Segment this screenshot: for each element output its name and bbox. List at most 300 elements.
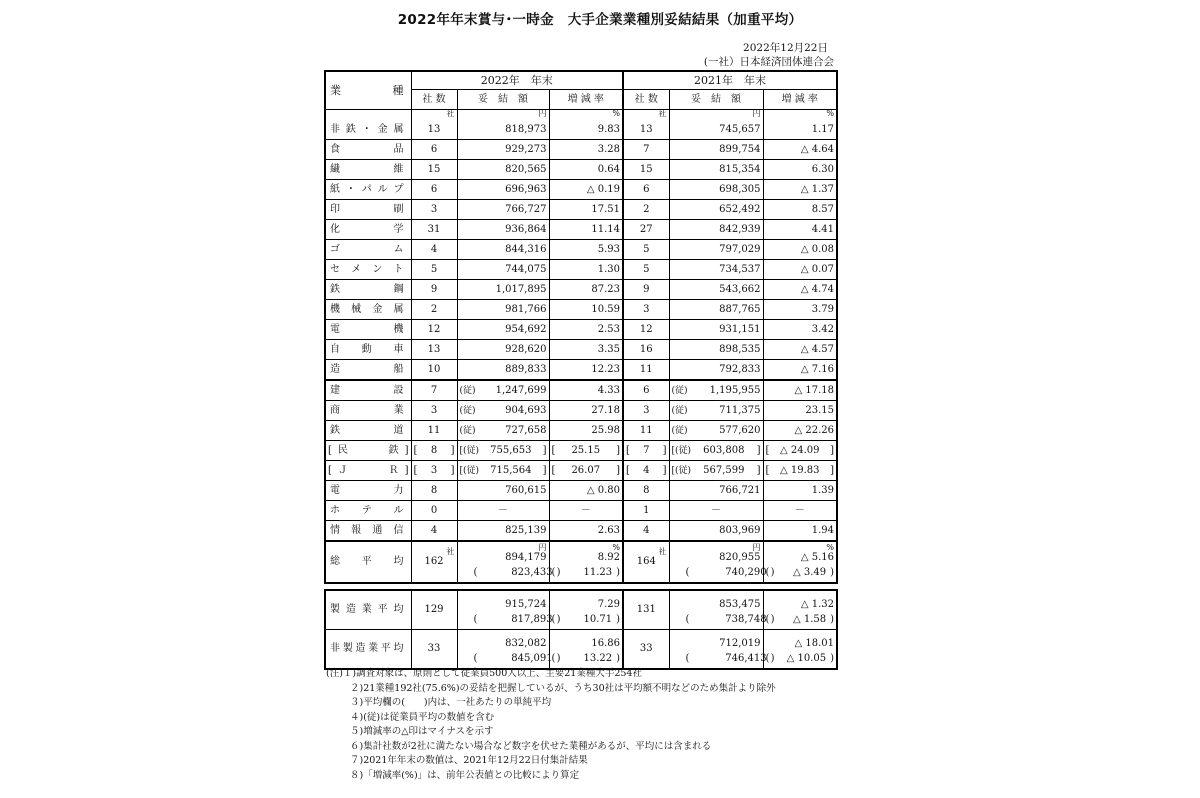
industry-name: 造船 [325,360,411,381]
paren-close: ) [556,567,561,578]
table-row [325,421,837,441]
rate-cell [552,405,621,417]
amount-2022 [457,401,549,421]
rate-2021 [763,380,837,401]
rate-cell [766,204,835,216]
rate-cell [552,505,621,517]
companies-value: 131 [636,604,656,615]
paren-open: ( [551,614,556,625]
table-row [325,240,837,260]
paren-cell [672,567,775,579]
paren-close: ) [616,567,621,578]
companies-value: 33 [427,643,441,654]
unit-pct: % [826,543,835,552]
rate-value: 9.83 [597,123,621,135]
page-title: 2022年年末賞与･一時金 大手企業業種別妥結結果（加重平均） [397,12,803,28]
amount-2022 [457,541,549,564]
table-row [325,140,837,160]
companies-2021: 6 [623,180,669,200]
rate-cell [766,144,835,156]
companies-2022: 13 [411,340,457,360]
amount-cell [672,244,761,256]
rate-avg-value: 10.71 [583,614,613,625]
amount-cell [672,324,761,336]
table-row [325,461,837,481]
amount-value: 567,599 [703,464,745,476]
amount-cell [460,324,547,336]
bracket-close: ] [450,464,455,476]
note-line: ４)(従)は従業員平均の数値を含む [350,711,495,723]
unit-yen: 円 [538,543,547,552]
amount-avg-2022 [457,611,561,630]
amount-cell [672,124,761,136]
rate-value: △ 0.08 [800,243,835,255]
amount-cell [460,284,547,296]
companies-2022: 4 [411,240,457,260]
amount-cell [672,405,761,417]
rate-value: △ 4.74 [800,283,835,295]
table-row [325,360,837,381]
amount-cell [460,364,547,376]
companies-2022: 5 [411,260,457,280]
amount-cell [672,284,761,296]
paren-cell [460,567,561,579]
industry-name: 自動車 [325,340,411,360]
bonus-table [324,70,838,670]
rate-cell [552,364,621,376]
amount-2021 [669,200,763,220]
rate-2022 [549,140,623,160]
employee-mark: [(従) [459,445,480,456]
companies-2022: 4 [411,521,457,542]
note-line: ８)「増減率(%)」は、前年公表値との比較により算定 [350,769,580,781]
notes [326,667,776,783]
companies-sub [414,465,455,477]
table-row [325,401,837,421]
amount-header-2022: 妥 結 額 [457,90,549,110]
companies-2021: 3 [623,401,669,421]
companies-sub [626,445,667,457]
rate-2021 [763,590,837,611]
amount-cell [460,124,547,136]
rate-2022 [549,240,623,260]
rate-value: 0.64 [597,163,621,175]
industry-name [325,461,411,481]
companies-2021: 1 [623,501,669,521]
rate-value: △ 5.16 [800,552,835,563]
amount-2021 [669,461,763,481]
bracket-open: [ [328,464,332,476]
amount-2021 [669,360,763,381]
paren-open: ( [473,653,478,664]
amount-value: 931,151 [719,323,761,335]
employee-mark: [(従) [671,445,692,456]
rate-2021 [763,220,837,240]
employee-mark: (従) [459,385,476,396]
rate-value: 1.17 [811,123,835,135]
paren-open: ( [473,567,478,578]
rate-value: △ 19.83 [780,464,820,476]
amount-value: 577,620 [719,424,761,436]
amount-2021 [669,120,763,140]
rate-2021 [763,461,837,481]
bracket-open: [ [765,464,770,476]
rate-cell [552,304,621,316]
rate-value: 27.18 [591,404,621,416]
amount-cell [672,445,761,457]
rate-2022 [549,541,623,564]
rate-value: 3.35 [597,343,621,355]
amount-value: 1,247,699 [495,384,547,396]
amount-2021 [669,280,763,300]
amount-value: 825,139 [505,524,547,536]
table-row [325,200,837,220]
amount-cell [672,425,761,437]
table-row [325,300,837,320]
companies-2021: 12 [623,320,669,340]
amount-2021 [669,260,763,280]
amount-value: 981,766 [505,303,547,315]
companies-value: 162 [424,555,444,567]
amount-cell [672,505,761,517]
rate-2021 [763,501,837,521]
rate-cell [766,405,835,417]
amount-avg-value: 738,748 [725,614,767,625]
companies-value: 129 [424,604,444,615]
companies-value: 4 [643,464,650,476]
bracket-close: ] [830,464,835,476]
amount-2022 [457,160,549,180]
bracket-close: ] [830,444,835,456]
industry-name: 商業 [325,401,411,421]
amount-value: 887,765 [719,303,761,315]
note-line: ３)平均欄の( )内は、一社あたりの単純平均 [350,697,552,708]
table-row [325,340,837,360]
table-row [325,481,837,501]
amount-value: 936,864 [505,223,547,235]
companies-header-2021: 社 数 [623,90,669,110]
rate-2022 [549,320,623,340]
rate-value: 10.59 [591,303,621,315]
industry-name [325,441,411,461]
amount-2021 [669,300,763,320]
amount-value: 712,019 [719,638,761,649]
amount-cell [460,144,547,156]
amount-value: 853,475 [719,599,761,610]
industry-name: 機械金属 [325,300,411,320]
unit-sha-2022: 社 [411,110,457,121]
companies-2022: 11 [411,421,457,441]
amount-2021 [669,240,763,260]
companies-2022 [411,441,457,461]
amount-value: 904,693 [505,404,547,416]
rate-value: △ 0.80 [586,484,621,496]
amount-cell [460,204,547,216]
paren-cell [552,614,621,626]
rate-value: 1.94 [811,524,835,536]
employee-mark: [(従) [671,465,692,476]
bracket-open: [ [765,444,770,456]
rate-cell [766,465,835,477]
rate-cell [766,385,835,397]
amount-value: 755,653 [490,444,532,456]
rate-cell [552,385,621,397]
amount-2021 [669,441,763,461]
amount-cell [672,525,761,537]
companies-2021: 11 [623,360,669,381]
paren-close: ) [830,614,835,625]
year-2021-header: 2021年 年末 [623,71,837,90]
rate-value: △ 7.16 [800,363,835,375]
industry-name: 民鉄 [337,444,399,456]
table-row [325,280,837,300]
amount-value: 797,029 [719,243,761,255]
amount-cell [672,344,761,356]
bracket-close: ] [542,464,547,476]
rate-2022 [549,160,623,180]
rate-value: 25.15 [571,444,601,456]
unit-yen: 円 [752,543,761,552]
rate-2022 [549,340,623,360]
amount-2022 [457,501,549,521]
unit-yen-2021: 円 [669,110,763,121]
table-row [325,521,837,542]
rate-cell [552,284,621,296]
amount-2021 [669,380,763,401]
companies-2022: 7 [411,380,457,401]
paren-close: ) [556,614,561,625]
rate-2021 [763,240,837,260]
table-row [325,441,837,461]
rate-2021 [763,481,837,501]
amount-value: 815,354 [719,163,761,175]
rate-value: △ 4.64 [800,143,835,155]
companies-2022 [411,541,457,583]
industry-name: 建設 [325,380,411,401]
organization: (一社）日本経済団体連合会 [703,56,834,68]
rate-cell [552,344,621,356]
rate-2021 [763,541,837,564]
amount-2022 [457,340,549,360]
amount-value: － [711,504,722,516]
rate-value: △ 0.19 [586,183,621,195]
companies-2021 [623,630,669,670]
rate-value: － [794,504,805,516]
amount-cell [460,244,547,256]
companies-2021: 7 [623,140,669,160]
rate-2022 [549,380,623,401]
paren-cell [766,567,835,579]
amount-value: 734,537 [719,263,761,275]
rate-value: 3.79 [811,303,835,315]
rate-cell [766,164,835,176]
amount-value: 745,657 [719,123,761,135]
rate-avg-value: 11.23 [583,567,613,578]
rate-2021 [763,180,837,200]
rate-avg-value: △ 1.58 [792,614,827,625]
amount-cell [672,184,761,196]
rate-2021 [763,340,837,360]
amount-2021 [669,630,763,651]
rate-2022 [549,260,623,280]
amount-avg-2021 [669,611,775,630]
unit-pct-2021: % [763,110,837,121]
table-row [325,220,837,240]
industry-name: ＪＲ [337,464,399,476]
amount-cell [460,525,547,537]
rate-cell [552,224,621,236]
amount-value: 954,692 [505,323,547,335]
companies-2022 [411,590,457,630]
gap-cell [325,583,837,590]
amount-2022 [457,120,549,140]
companies-2021: 3 [623,300,669,320]
rate-2022 [549,220,623,240]
amount-2022 [457,200,549,220]
rate-2021 [763,200,837,220]
bracket-close: ] [404,464,409,476]
rate-value: 3.28 [597,143,621,155]
publish-date: 2022年12月22日 [743,42,828,54]
rate-2021 [763,300,837,320]
rate-cell [552,324,621,336]
rate-value: 11.14 [591,223,621,235]
amount-value: 894,179 [505,552,547,563]
companies-2021: 8 [623,481,669,501]
rate-cell [766,304,835,316]
unit-spacer [325,110,411,121]
rate-value: 2.53 [597,323,621,335]
amount-2022 [457,481,549,501]
unit-pct: % [612,543,621,552]
companies-2022: 8 [411,481,457,501]
amount-value: 928,620 [505,343,547,355]
companies-2021: 16 [623,340,669,360]
rate-header-2021: 増 減 率 [763,90,837,110]
rate-cell [766,485,835,497]
companies-value: 164 [636,555,656,567]
amount-cell [460,485,547,497]
rate-2021 [763,360,837,381]
amount-cell [460,465,547,477]
bracket-open: [ [626,444,630,456]
amount-cell [672,465,761,477]
amount-avg-value: 740,290 [725,567,767,578]
paren-close: ) [616,614,621,625]
rate-2021 [763,421,837,441]
paren-close: ) [616,653,621,664]
rate-cell [552,144,621,156]
rate-cell [552,264,621,276]
amount-cell [672,364,761,376]
rate-cell [766,264,835,276]
amount-cell [460,405,547,417]
companies-2022: 31 [411,220,457,240]
rate-2021 [763,280,837,300]
amount-cell [672,204,761,216]
rate-2022 [549,120,623,140]
rate-2021 [763,441,837,461]
rate-value: 1.39 [811,484,835,496]
rate-value: △ 1.32 [800,599,835,610]
total-name: 総平均 [325,541,411,583]
amount-2021 [669,340,763,360]
amount-value: 899,754 [719,143,761,155]
paren-cell [460,614,561,626]
industry-name: セメント [325,260,411,280]
amount-value: 820,565 [505,163,547,175]
companies-2021: 2 [623,200,669,220]
rate-cell [552,244,621,256]
amount-avg-2021 [669,564,775,583]
industry-name: 情報通信 [325,521,411,542]
paren-close: ) [830,653,835,664]
rate-value: △ 4.57 [800,343,835,355]
industry-name: 鉄鋼 [325,280,411,300]
rate-cell [552,164,621,176]
amount-value: 818,973 [505,123,547,135]
amount-value: 744,075 [505,263,547,275]
rate-2022 [549,501,623,521]
rate-2021 [763,630,837,651]
amount-value: 1,017,895 [495,283,547,295]
rate-2021 [763,320,837,340]
industry-name: 紙・パルプ [325,180,411,200]
rate-value: 12.23 [591,363,621,375]
rate-cell [552,485,621,497]
rate-avg-value: △ 10.05 [786,653,827,664]
industry-name: 電力 [325,481,411,501]
amount-cell [460,164,547,176]
companies-2021 [623,461,669,481]
amount-value: 820,955 [719,552,761,563]
rate-cell [766,364,835,376]
companies-value: 8 [430,444,438,456]
rate-2021 [763,160,837,180]
amount-value: 711,375 [719,404,761,416]
amount-value: 696,963 [505,183,547,195]
industry-name: 食品 [325,140,411,160]
rate-cell [766,244,835,256]
rate-value: △ 24.09 [780,444,820,456]
rate-cell [766,324,835,336]
amount-2022 [457,140,549,160]
amount-value: 727,658 [505,424,547,436]
bracket-open: [ [551,444,556,456]
amount-value: 698,305 [719,183,761,195]
rate-2022 [549,421,623,441]
amount-2022 [457,421,549,441]
amount-avg-value: 817,893 [511,614,553,625]
industry-sub [328,445,409,457]
companies-2021: 13 [623,120,669,140]
amount-cell [460,505,547,517]
rate-value: 8.92 [597,552,621,563]
rate-2022 [549,521,623,542]
bracket-open: [ [328,444,332,456]
amount-2022 [457,461,549,481]
bracket-close: ] [756,464,761,476]
rate-2022 [549,401,623,421]
amount-cell [672,304,761,316]
amount-cell [672,144,761,156]
rate-value: 2.63 [597,524,621,536]
amount-cell [672,264,761,276]
note-line: ７)2021年年末の数値は、2021年12月22日付集計結果 [350,755,588,766]
note-line: ２)21業種192社(75.6%)の妥結を把握しているが、うち30社は平均額不明などのため集計より除外 [350,682,776,694]
paren-close: ) [556,653,561,664]
amount-cell [672,485,761,497]
